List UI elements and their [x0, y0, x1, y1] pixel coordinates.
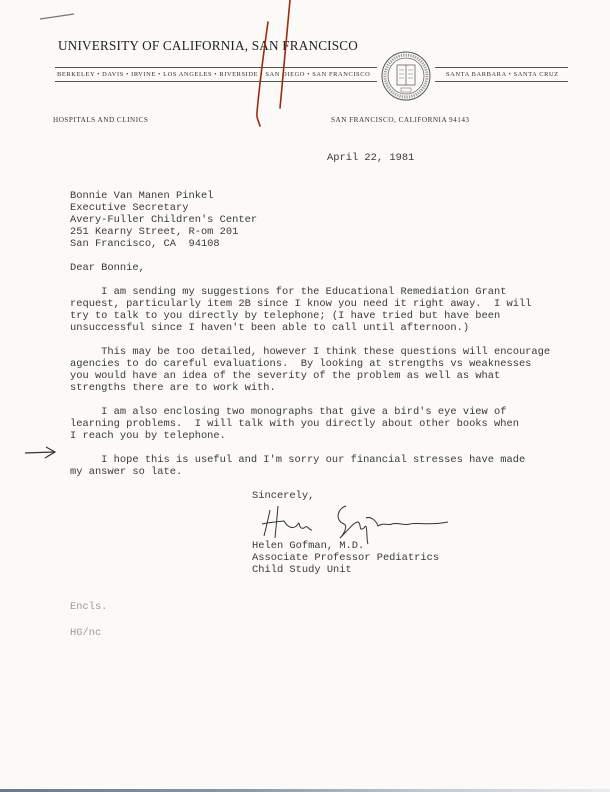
recipient-line: Executive Secretary: [70, 202, 189, 215]
letterhead-rule-top-left: [55, 67, 377, 68]
enclosure-notation: Encls.: [70, 601, 108, 613]
signer-title: Associate Professor Pediatrics: [252, 552, 440, 565]
text-line: request, particularly item 2B since I know you need it right away. I will: [70, 298, 532, 311]
body-paragraph-2: [70, 346, 550, 394]
scan-smudge-icon: [38, 10, 80, 24]
text-line: learning problems. I will talk with you directly about other books when: [70, 418, 519, 431]
handwritten-arrow-icon: [24, 446, 58, 462]
text-line: I am sending my suggestions for the Educational Remediation Grant: [70, 286, 507, 298]
salutation: Dear Bonnie,: [70, 262, 145, 274]
text-line: I am also enclosing two monographs that give a bird's eye view of: [70, 406, 507, 418]
department-name: HOSPITALS AND CLINICS: [53, 116, 149, 124]
closing: Sincerely,: [252, 490, 315, 502]
text-line: unsuccessful since I haven't been able to call until afternoon.): [70, 322, 470, 335]
institution-name: UNIVERSITY OF CALIFORNIA, SAN FRANCISCO: [58, 38, 359, 53]
body-paragraph-4: [70, 454, 525, 478]
text-line: my answer so late.: [70, 466, 183, 479]
text-line: you would have an idea of the severity of the problem as well as what: [70, 370, 501, 383]
letterhead-rule-top-right: [435, 67, 568, 68]
recipient-address: [70, 190, 257, 250]
signer-name: Helen Gofman, M.D.: [252, 540, 365, 552]
recipient-line: Avery-Fuller Children's Center: [70, 214, 258, 227]
signer-unit: Child Study Unit: [252, 564, 352, 577]
body-paragraph-1: [70, 286, 531, 334]
typist-initials: HG/nc: [70, 627, 102, 639]
campus-list-left: BERKELEY • DAVIS • IRVINE • LOS ANGELES • RIVERSIDE • SAN DIEGO • SAN FRANCISCO: [57, 71, 371, 78]
letterhead-rule-bottom-left: [55, 81, 377, 82]
text-line: This may be too detailed, however I think these questions will encourage: [70, 346, 551, 358]
text-line: I reach you by telephone.: [70, 430, 226, 443]
body-paragraph-3: [70, 406, 519, 442]
text-line: strengths there are to work with.: [70, 382, 276, 395]
recipient-line: 251 Kearny Street, R-om 201: [70, 226, 239, 239]
recipient-line: San Francisco, CA 94108: [70, 238, 220, 251]
signer-block: [252, 540, 439, 576]
text-line: agencies to do careful evaluations. By looking at strengths vs weaknesses: [70, 358, 532, 371]
campus-list-right: SANTA BARBARA • SANTA CRUZ: [446, 71, 559, 78]
text-line: I hope this is useful and I'm sorry our financial stresses have made: [70, 454, 526, 466]
letter-date: April 22, 1981: [327, 152, 415, 164]
letterhead-address: SAN FRANCISCO, CALIFORNIA 94143: [331, 116, 470, 124]
letterhead-rule-bottom-right: [435, 81, 568, 82]
university-seal-icon: [380, 50, 432, 102]
text-line: try to talk to you directly by telephone; (I have tried but have been: [70, 310, 501, 323]
red-pen-strokes-icon: [250, 0, 300, 130]
recipient-line: Bonnie Van Manen Pinkel: [70, 190, 214, 202]
